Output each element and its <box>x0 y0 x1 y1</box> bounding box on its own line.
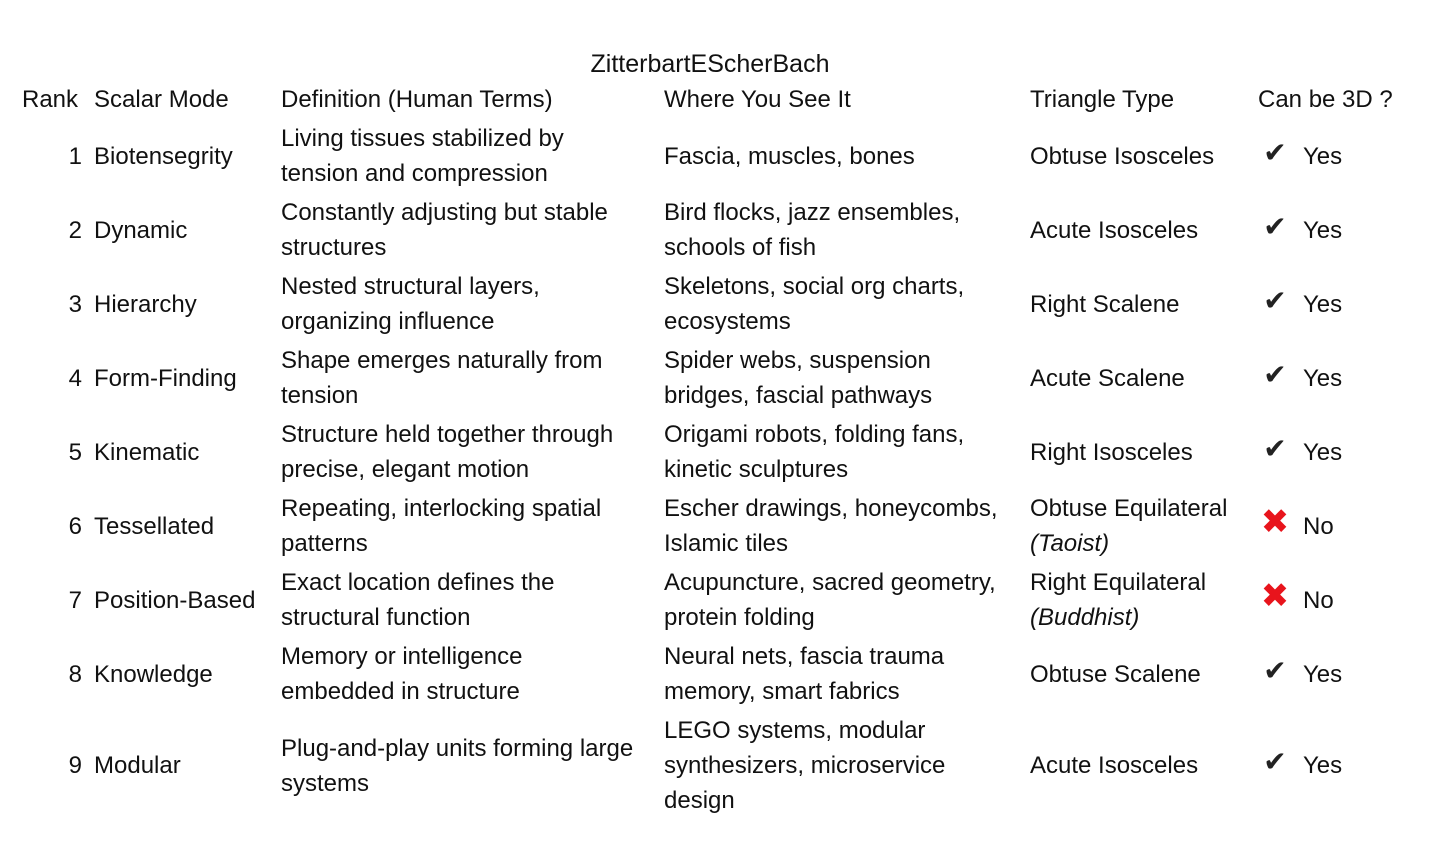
definition-cell <box>281 565 653 635</box>
where-line: Origami robots, folding fans, <box>664 421 965 448</box>
definition-line: tension and compression <box>281 160 548 187</box>
where-cell <box>664 269 1024 339</box>
where-line: Fascia, muscles, bones <box>664 142 915 170</box>
triangle-type-note: (Buddhist) <box>1030 604 1140 631</box>
where-cell <box>664 639 1024 709</box>
table-row <box>0 491 1456 561</box>
definition-cell <box>281 269 653 339</box>
definition-line: tension <box>281 382 359 409</box>
header-definition: Definition (Human Terms) <box>281 86 553 113</box>
definition-line: structures <box>281 234 387 261</box>
where-cell <box>664 195 1024 265</box>
triangle-type-text: Obtuse Isosceles <box>1030 142 1215 170</box>
definition-line: Memory or intelligence <box>281 643 523 670</box>
table-row <box>0 639 1456 709</box>
table-body <box>0 121 1456 822</box>
definition-line: Plug-and-play units forming large <box>281 734 634 762</box>
definition-cell <box>281 731 653 801</box>
rank-cell: 4 <box>68 364 82 392</box>
table-title: ZitterbartEScherBach <box>590 50 830 78</box>
where-line: Islamic tiles <box>664 530 789 557</box>
triangle-type-text: Obtuse Equilateral <box>1030 495 1228 522</box>
cross-icon: ✖ <box>1260 576 1290 615</box>
can-be-3d-cell: No <box>1303 586 1334 614</box>
definition-cell <box>281 417 653 487</box>
where-line: Acupuncture, sacred geometry, <box>664 569 996 596</box>
check-icon: ✔ <box>1263 284 1287 316</box>
header-scalar-mode: Scalar Mode <box>94 86 229 113</box>
scalar-mode-cell: Tessellated <box>94 512 215 540</box>
table-row <box>0 713 1456 818</box>
scalar-mode-cell: Dynamic <box>94 216 188 244</box>
table-row <box>0 195 1456 265</box>
definition-cell <box>281 491 653 561</box>
where-line: Spider webs, suspension <box>664 347 931 374</box>
can-be-3d-cell: Yes <box>1303 438 1343 466</box>
triangle-type-cell <box>1030 287 1255 322</box>
where-line: Skeletons, social org charts, <box>664 273 965 300</box>
where-cell <box>664 139 1024 174</box>
where-line: design <box>664 787 735 814</box>
definition-line: Nested structural layers, <box>281 273 540 300</box>
scalar-mode-cell: Hierarchy <box>94 290 197 318</box>
scalar-mode-cell: Knowledge <box>94 660 213 688</box>
table-row <box>0 417 1456 487</box>
header-rank: Rank <box>22 86 79 113</box>
definition-cell <box>281 343 653 413</box>
triangle-type-cell <box>1030 491 1255 561</box>
where-line: memory, smart fabrics <box>664 678 900 705</box>
can-be-3d-cell: Yes <box>1303 364 1343 392</box>
table-row <box>0 269 1456 339</box>
rank-cell: 5 <box>68 438 82 466</box>
definition-line: structural function <box>281 604 471 631</box>
scalar-mode-cell: Kinematic <box>94 438 200 466</box>
definition-line: embedded in structure <box>281 678 520 705</box>
rank-cell: 8 <box>68 660 82 688</box>
check-icon: ✔ <box>1263 358 1287 390</box>
where-line: Escher drawings, honeycombs, <box>664 495 998 522</box>
definition-line: patterns <box>281 530 368 557</box>
table-row <box>0 565 1456 635</box>
check-icon: ✔ <box>1263 432 1287 464</box>
where-line: ecosystems <box>664 308 791 335</box>
where-cell <box>664 565 1024 635</box>
where-line: bridges, fascial pathways <box>664 382 933 409</box>
check-icon: ✔ <box>1263 210 1287 242</box>
triangle-type-cell <box>1030 213 1255 248</box>
triangle-type-cell <box>1030 565 1255 635</box>
check-icon: ✔ <box>1263 746 1287 777</box>
definition-cell <box>281 195 653 265</box>
where-line: schools of fish <box>664 234 817 261</box>
where-cell <box>664 713 1024 818</box>
rank-cell: 9 <box>68 752 82 779</box>
triangle-type-text: Acute Isosceles <box>1030 216 1199 244</box>
rank-cell: 2 <box>68 216 82 244</box>
where-line: kinetic sculptures <box>664 456 849 483</box>
definition-line: Living tissues stabilized by <box>281 125 564 152</box>
definition-line: Constantly adjusting but stable <box>281 199 608 226</box>
triangle-type-cell <box>1030 435 1255 470</box>
header-where-you-see-it: Where You See It <box>664 86 851 113</box>
definition-line: Exact location defines the <box>281 569 555 596</box>
triangle-type-cell <box>1030 361 1255 396</box>
triangle-type-cell <box>1030 139 1255 174</box>
definition-cell <box>281 639 653 709</box>
can-be-3d-cell: Yes <box>1303 216 1343 244</box>
where-line: LEGO systems, modular <box>664 717 926 744</box>
rank-cell: 3 <box>68 290 82 318</box>
table-header <box>0 82 1456 117</box>
triangle-type-text: Acute Isosceles <box>1030 752 1199 779</box>
triangle-type-text: Obtuse Scalene <box>1030 660 1201 688</box>
definition-line: Repeating, interlocking spatial <box>281 495 602 522</box>
can-be-3d-cell: Yes <box>1303 752 1343 779</box>
where-cell <box>664 343 1024 413</box>
can-be-3d-cell: Yes <box>1303 142 1343 170</box>
where-line: protein folding <box>664 604 815 631</box>
rank-cell: 6 <box>68 512 82 540</box>
rank-cell: 1 <box>68 142 82 170</box>
can-be-3d-cell: No <box>1303 512 1334 540</box>
table-row <box>0 343 1456 413</box>
triangle-type-cell <box>1030 657 1255 692</box>
triangle-type-text: Right Equilateral <box>1030 569 1207 596</box>
where-line: synthesizers, microservice <box>664 752 946 779</box>
where-line: Neural nets, fascia trauma <box>664 643 945 670</box>
can-be-3d-cell: Yes <box>1303 290 1343 318</box>
where-cell <box>664 491 1024 561</box>
scalar-mode-cell: Biotensegrity <box>94 142 233 170</box>
definition-line: Structure held together through <box>281 421 614 448</box>
check-icon: ✔ <box>1263 136 1287 168</box>
scalar-mode-cell: Position-Based <box>94 586 256 614</box>
table-row <box>0 121 1456 191</box>
scalar-mode-cell: Modular <box>94 752 181 779</box>
check-icon: ✔ <box>1263 654 1287 686</box>
triangle-type-text: Right Scalene <box>1030 290 1180 318</box>
where-line: Bird flocks, jazz ensembles, <box>664 199 961 226</box>
header-can-be-3d: Can be 3D ? <box>1258 86 1393 113</box>
scalar-mode-cell: Form-Finding <box>94 364 237 392</box>
where-cell <box>664 417 1024 487</box>
triangle-type-text: Right Isosceles <box>1030 438 1193 466</box>
rank-cell: 7 <box>68 586 82 614</box>
definition-line: Shape emerges naturally from <box>281 347 603 374</box>
definition-line: precise, elegant motion <box>281 456 530 483</box>
cross-icon: ✖ <box>1260 502 1290 541</box>
header-triangle-type: Triangle Type <box>1030 86 1175 113</box>
definition-line: organizing influence <box>281 308 495 335</box>
definition-line: systems <box>281 769 370 797</box>
definition-cell <box>281 121 653 191</box>
triangle-type-note: (Taoist) <box>1030 530 1110 557</box>
can-be-3d-cell: Yes <box>1303 660 1343 688</box>
triangle-type-cell <box>1030 748 1255 783</box>
triangle-type-text: Acute Scalene <box>1030 364 1185 392</box>
